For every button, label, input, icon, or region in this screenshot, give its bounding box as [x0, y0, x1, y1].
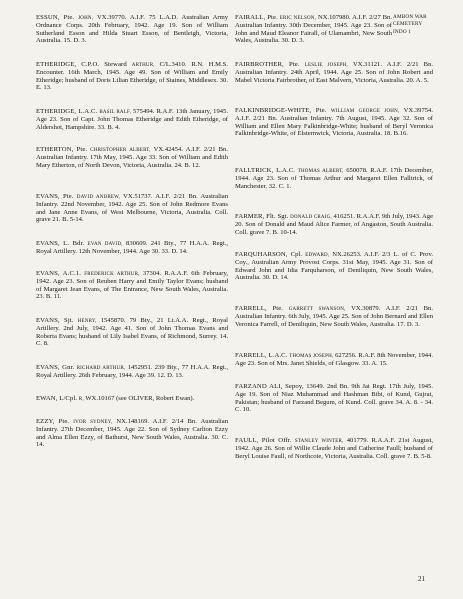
register-entry: ETHERIDGE, C.P.O. Steward ARTHUR, C/L.3410. R.N. H.M.S. Encounter. 16th March, 1945. Age 49. Son of William and Emily Etheridge; husband of Doris Lilian Etheridge, of Staines, Middlesex. 30. E. 13.	[36, 61, 228, 91]
register-entry: FAIRALL, Pte. ERIC NELSON, NX.107980. A.I.F. 2/27 Bn. Australian Infantry. 30th December, 1945. Age 23. Son of John and Maud Eleanor Fairall, of Ulamambri, New South Wales, Australia. 30. D. 3.	[235, 14, 392, 44]
register-entry: FARRELL, L.A.C. THOMAS JOSEPH, 627256. R.A.F. 8th November, 1944. Age 23. Son of Mrs. Janet Shields, of Glasgow. 33. A. 15.	[235, 352, 433, 368]
register-entry: FARZAND ALI, Sepoy, 13649. 2nd Bn. 9th Jat Regt. 17th July, 1945. Age 19. Son of Niaz Muhammad and Hashman Bibi, of Kund, Gujrat, Pakistan; husband of Farzand Begum, of Kund. Coll. grave 34. A. 8. - 34. C. 10.	[235, 383, 433, 413]
register-entry: EZZY, Pte. IVOR SYDNEY, NX.148169. A.I.F. 2/14 Bn. Australian Infantry. 27th December, 1945. Age 22. Son of Sydney Carlton Ezzy and Alma Ellen Ezzy, of Bathurst, New South Wales, Australia. 30. C. 14.	[36, 418, 228, 448]
register-entry: EVANS, L. Bdr. EVAN DAVID, 830609. 241 Bty., 77 H.A.A. Regt., Royal Artillery. 12th November, 1944. Age 30. 33. D. 14.	[36, 240, 228, 256]
register-entry: FALLTRICK, L.A.C. THOMAS ALBERT, 650078. R.A.F. 17th December, 1944. Age 23. Son of Thomas Arthur and Margaret Ellen Falltrick, of Manchester. 32. C. 1.	[235, 167, 433, 190]
register-entry: FARMER, Flt. Sgt. DONALD CRAIG, 416251. R.A.A.F. 9th July, 1943. Age 20. Son of Donald and Maud Alice Farmer, of Angaston, South Australia. Coll. grave 7. B. 10-14.	[235, 213, 433, 236]
page-number: 21	[418, 575, 425, 583]
register-entry: ETHERTON, Pte. CHRISTOPHER ALBERT, VX.42454. A.I.F. 2/21 Bn. Australian Infantry. 17th May, 1945. Age 33. Son of William and Edith Mary Etherton, of North Devon, Victoria, Australia. 24. B. 12.	[36, 146, 229, 169]
register-entry: FAULL, Pilot Offr. STANLEY WINTER, 401779. R.A.A.F. 21st August, 1942. Age 26. Son of Willie Claude John and Catherine Faull; husband of Beryl Louise Faull, of Northcote, Victoria, Australia. Coll. grave 7. B. 5-8.	[235, 437, 434, 460]
register-entry: EVANS, A.C.1. FREDERICK ARTHUR, 37304. R.A.A.F. 6th February, 1942. Age 23. Son of Reuben Harry and Emily Taylor Evans; husband of Margaret Jean Evans, of The Entrance, New South Wales, Australia. 23. B. 11.	[36, 270, 229, 300]
cemetery-heading: AMBON WAR CEMETERY INDO 1	[393, 14, 427, 35]
register-entry: ESSUN, Pte. JOHN, VX.39770. A.I.F. 75 L.A.D. Australian Army Ordnance Corps. 20th February, 1942. Age 19. Son of William Sutherland Esson and Hilda Stuart Esson, of Bentleigh, Victoria, Australia. 15. D. 3.	[36, 14, 228, 44]
register-entry: FALKINBRIDGE-WHITE, Pte. WILLIAM GEORGE JOHN, VX.39754. A.I.F. 2/21 Bn. Australian Infantry. 7th August, 1945. Age 32. Son of William and Ellen Mary Falkinbridge-White; husband of Beryl Veronica Falkinbridge-White, of Elsternwick, Victoria, Australia. 18. B.16.	[235, 107, 433, 137]
register-entry: ETHERIDGE, L.A.C. BASIL RALF, 575494. R.A.F. 13th January, 1945. Age 23. Son of Capt. John Thomas Etheridge and Edith Etheridge, of Aldershot, Hampshire. 33. B. 4.	[36, 108, 229, 131]
register-entry: EVANS, Pte. DAVID ANDREW, VX.51737. A.I.F. 2/21 Bn. Australian Infantry. 22nd November, 1942. Age 25. Son of John Redmore Evans and Jane Anne Evans, of West Melbourne, Victoria, Australia. Coll. grave 21. B. 5-14.	[36, 193, 228, 223]
register-entry: EWAN, L/Cpl. R, WX.10167 (see OLIVER, Robert Ewan).	[36, 395, 195, 402]
register-entry: FARRELL, Pte. GARRETT SWANSON, VX.30879. A.I.F. 2/21 Bn. Australian Infantry. 6th July, 1945. Age 25. Son of John Bernard and Ellen Veronica Farrell, of Deniliquin, New South Wales, Australia. 17. D. 3.	[235, 305, 434, 328]
register-entry: FARQUHARSON, Cpl. EDWARD, NX.26253. A.I.F. 2/3 L. of C. Prov. Coy., Australian Army Provost Corps. 31st May, 1945. Age 31. Son of Edward John and Idia Farquharson, of Deniliquin, New South Wales, Australia. 30. D. 14.	[235, 251, 433, 281]
register-entry: EVANS, Sjt. HENRY, 1545870. 79 Bty., 21 Lt.A.A. Regt., Royal Artillery. 2nd July, 1942. Age 41. Son of John Thomas Evans and Roberta Evans; husband of Lily Isabel Evans, of Richmond, Surrey. 14. C. 8.	[36, 317, 229, 347]
register-entry: EVANS, Gnr. RICHARD ARTHUR, 1452951. 239 Bty., 77 H.A.A. Regt., Royal Artillery. 26th February, 1944. Age 39. 12. D. 13.	[36, 364, 229, 380]
register-entry: FAIRBROTHER, Pte. LESLIE JOSEPH, VX.31121. A.I.F. 2/21 Bn. Australian Infantry. 24th April, 1944. Age 25. Son of John Robert and Mabel Victoria Fairbrother, of East Malvern, Victoria, Australia. 20. A. 5.	[235, 61, 434, 84]
